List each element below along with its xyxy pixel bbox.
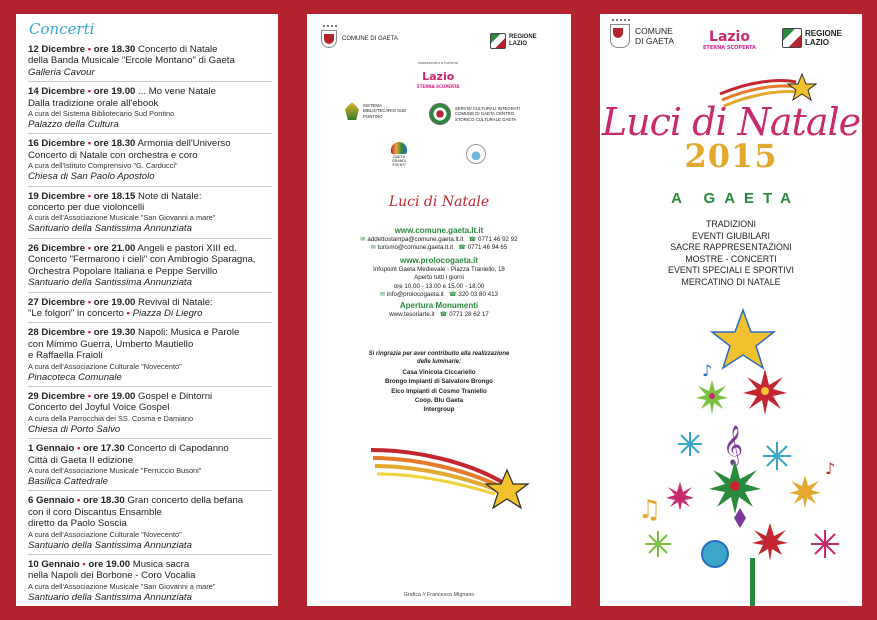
event-organizer: A cura dell'Associazione Culturale "Novecento" bbox=[28, 361, 182, 371]
phone-4: 0771 28 62 17 bbox=[449, 311, 489, 319]
event-organizer: A cura dell'Associazione Musicale "Ferruccio Busoni" bbox=[28, 465, 202, 475]
info-panel bbox=[307, 14, 571, 606]
contact-line-2 bbox=[307, 244, 571, 252]
event-description: Concerto "Fermarono i cieli" con Ambrogio Sparagna, bbox=[28, 254, 256, 266]
event-description: nella Napoli dei Borbone - Coro Vocalia bbox=[28, 570, 196, 582]
music-note-icon: ♪ bbox=[825, 459, 836, 478]
feature-item: EVENTI SPECIALI E SPORTIVI bbox=[668, 265, 794, 276]
email-info[interactable]: info@prolocogaeta.it bbox=[386, 291, 444, 299]
event-item bbox=[28, 243, 276, 293]
comet-star-icon bbox=[367, 444, 537, 514]
event-headline bbox=[28, 391, 276, 402]
lazio-top-label: assessorato a turismo bbox=[418, 61, 459, 65]
envelope-icon: ✉ bbox=[380, 291, 386, 299]
bullet-separator: • bbox=[74, 495, 84, 507]
bullet-separator: • bbox=[85, 390, 94, 402]
burst-star-icon bbox=[696, 380, 728, 414]
event-title: Armonia dell'Universo bbox=[137, 138, 231, 150]
event-venue: Santuario della Santissima Annunziata bbox=[28, 591, 192, 603]
event-venue: Galleria Cavour bbox=[28, 66, 95, 78]
bullet-separator: • bbox=[123, 307, 133, 319]
main-title: Luci di Natale bbox=[601, 100, 861, 144]
seal-emblem-icon bbox=[429, 103, 451, 125]
bullet-separator: • bbox=[85, 44, 94, 55]
event-description: con il coro Discantus Ensamble bbox=[28, 506, 162, 518]
phone-icon: ☎ bbox=[468, 236, 477, 243]
events-list bbox=[28, 44, 276, 606]
apertura-monumenti-heading: Apertura Monumenti bbox=[399, 301, 479, 311]
event-description: Dalla tradizione orale all'ebook bbox=[28, 97, 159, 109]
event-description: e Raffaella Fraioli bbox=[28, 350, 103, 362]
tree-trunk bbox=[750, 558, 755, 606]
thanks-intro-2: delle luminarie: bbox=[416, 358, 461, 365]
grandi-eventi-emblem-icon bbox=[391, 142, 407, 154]
infopoint-address: Infopoint Gaeta Medievale - Piazza Traniello, 18 bbox=[373, 265, 505, 273]
event-date: 26 Dicembre bbox=[28, 242, 86, 254]
sponsor-item: Intergroup bbox=[423, 406, 455, 413]
event-time: ore 18.30 bbox=[93, 44, 136, 55]
event-venue: Piazza Di Liegro bbox=[132, 307, 203, 319]
event-venue: Chiesa di Porto Salvo bbox=[28, 423, 121, 435]
event-title: Note di Natale: bbox=[138, 190, 202, 202]
event-title: Musica sacra bbox=[132, 559, 190, 570]
snowflake-icon bbox=[645, 531, 671, 557]
regione-logo bbox=[490, 33, 537, 49]
event-organizer: A cura della Parrocchia dei SS. Cosma e Damiano bbox=[28, 413, 194, 423]
event-title: Revival di Natale: bbox=[138, 296, 213, 308]
lazio-wordmark: Lazio bbox=[709, 29, 750, 45]
bullet-separator: • bbox=[85, 138, 94, 150]
bullet-separator: • bbox=[85, 296, 94, 308]
cover-panel bbox=[600, 14, 862, 606]
phone-3: 320 03 80 413 bbox=[458, 291, 498, 299]
website-comune-link[interactable]: www.comune.gaeta.lt.it bbox=[394, 226, 484, 235]
burst-star-icon bbox=[789, 475, 821, 509]
event-date: 28 Dicembre bbox=[28, 327, 86, 339]
regione-line2: LAZIO bbox=[509, 41, 527, 47]
email-addettostampa[interactable]: addettostampa@comune.gaeta.lt.it bbox=[367, 236, 464, 243]
luci-di-natale-small-title: Luci di Natale bbox=[388, 194, 490, 210]
event-venue: Chiesa di San Paolo Apostolo bbox=[28, 171, 155, 183]
phone-icon: ☎ bbox=[439, 311, 448, 319]
event-headline bbox=[28, 327, 276, 338]
bullet-separator: • bbox=[85, 327, 94, 339]
website-tesoriarte-link[interactable]: www.tesoriarte.it bbox=[389, 311, 435, 319]
event-title: ... Mo vene Natale bbox=[138, 86, 216, 98]
regione-line1: REGIONE bbox=[509, 34, 537, 40]
event-organizer: A cura dell'Associazione Musicale "San Giovanni a mare" bbox=[28, 581, 216, 591]
concerti-title: Concerti bbox=[29, 20, 95, 38]
event-item bbox=[28, 191, 276, 239]
event-headline bbox=[28, 138, 276, 149]
event-organizer: A cura del Sistema Bibliotecario Sud Pontino bbox=[28, 109, 175, 119]
bullet-separator: • bbox=[85, 86, 94, 98]
website-proloco-link[interactable]: www.prolocogaeta.it bbox=[400, 255, 478, 265]
event-title: Napoli: Musica e Parole bbox=[138, 327, 240, 339]
coat-of-arms-icon bbox=[321, 30, 337, 48]
event-title: Gran concerto della befana bbox=[127, 495, 244, 507]
music-note-icon: ♪ bbox=[702, 361, 713, 380]
feature-item: EVENTI GIUBILARI bbox=[692, 230, 770, 242]
comune-line1: COMUNE bbox=[635, 26, 673, 36]
event-date: 27 Dicembre bbox=[28, 296, 86, 308]
event-time: ore 21.00 bbox=[93, 242, 136, 254]
event-headline bbox=[28, 443, 276, 454]
sbsp-logo bbox=[345, 102, 413, 120]
phone-icon: ☎ bbox=[448, 291, 457, 299]
event-date: 29 Dicembre bbox=[28, 390, 86, 402]
event-title: Angeli e pastori XIII ed. bbox=[137, 242, 237, 254]
event-item bbox=[28, 327, 276, 387]
coat-of-arms-icon bbox=[610, 24, 630, 48]
event-date: 1 Gennaio bbox=[28, 443, 75, 455]
lazio-sub: ETERNA SCOPERTA bbox=[703, 45, 757, 51]
subtitle: A GAETA bbox=[671, 190, 800, 207]
event-date: 19 Dicembre bbox=[28, 190, 86, 202]
event-headline bbox=[28, 297, 276, 308]
event-time: ore 18.30 bbox=[83, 495, 125, 507]
event-date: 14 Dicembre bbox=[28, 86, 86, 98]
event-item bbox=[28, 495, 276, 555]
event-description-text: "Le folgori" in concerto bbox=[28, 307, 124, 319]
event-description bbox=[28, 308, 276, 319]
lazio-logo bbox=[417, 61, 459, 89]
year: 2015 bbox=[684, 137, 778, 175]
feature-item: TRADIZIONI bbox=[705, 219, 757, 230]
event-title: Concerto di Capodanno bbox=[127, 443, 229, 455]
event-headline bbox=[28, 86, 276, 97]
event-description: della Banda Musicale "Ercole Montano" di Gaeta bbox=[28, 55, 235, 67]
regione-emblem-icon bbox=[782, 28, 802, 48]
comune-line2: DI GAETA bbox=[635, 36, 675, 46]
event-item bbox=[28, 297, 276, 324]
contact-info bbox=[307, 225, 571, 320]
library-emblem-icon bbox=[345, 102, 359, 120]
comune-logo bbox=[321, 30, 398, 48]
feature-item: MERCATINO DI NATALE bbox=[681, 276, 781, 288]
event-date: 12 Dicembre bbox=[28, 44, 86, 55]
event-item bbox=[28, 391, 276, 439]
event-description: con Mimmo Guerra, Umberto Mautiello bbox=[28, 338, 194, 350]
bullet-separator: • bbox=[79, 559, 89, 570]
regione-line2: LAZIO bbox=[805, 38, 829, 47]
gge-logo bbox=[388, 142, 410, 168]
christmas-tree-icon bbox=[620, 296, 852, 606]
event-time: ore 18.30 bbox=[93, 138, 136, 150]
feature-item: SACRE RAPPRESENTAZIONI bbox=[670, 242, 792, 253]
infopoint-open: Aperto tutti i giorni bbox=[414, 274, 464, 282]
treble-clef-icon: 𝄞 bbox=[723, 425, 744, 465]
star-icon bbox=[712, 310, 774, 368]
sponsor-item: Brongo Impianti di Salvatore Brongo bbox=[385, 378, 493, 386]
ornament-icon bbox=[702, 541, 728, 567]
sbsp-text: SISTEMA BIBLIOTECARIO SUD PONTINO bbox=[363, 103, 407, 119]
event-headline bbox=[28, 495, 276, 506]
sponsor-item: Elco Impianti di Cosmo Traniello bbox=[391, 387, 487, 395]
contact-line-4 bbox=[307, 311, 571, 319]
bullet-separator: • bbox=[85, 190, 94, 202]
feature-item: MOSTRE - CONCERTI bbox=[685, 253, 777, 265]
sci-logo bbox=[429, 103, 530, 125]
envelope-icon: ✉ bbox=[370, 244, 376, 252]
infopoint-hours: ore 10.00 - 13.00 e 15.00 - 18.00 bbox=[393, 282, 485, 290]
thanks-section bbox=[307, 351, 571, 414]
thanks-intro-1: Si ringrazia per aver contribuito alla realizzazione bbox=[368, 351, 510, 357]
event-venue: Basilica Cattedrale bbox=[28, 475, 108, 487]
bullet-separator: • bbox=[74, 443, 84, 455]
burst-star-icon bbox=[743, 369, 787, 415]
event-item bbox=[28, 443, 276, 491]
event-organizer: A cura dell'Associazione Culturale "Novecento" bbox=[28, 529, 182, 539]
burst-star-icon bbox=[752, 523, 788, 561]
envelope-icon: ✉ bbox=[360, 236, 366, 243]
event-headline bbox=[28, 243, 276, 254]
comune-label: COMUNE DI GAETA bbox=[342, 36, 398, 42]
event-organizer: A cura dell'Istituto Comprensivo "G. Carducci" bbox=[28, 161, 178, 171]
comune-logo-big bbox=[610, 24, 674, 48]
contact-line-3 bbox=[307, 291, 571, 299]
lazio-sub: ETERNA SCOPERTA bbox=[417, 84, 460, 89]
event-item bbox=[28, 559, 276, 606]
event-item bbox=[28, 44, 276, 82]
sponsor-item: Casa Vinicola Ciccariello bbox=[402, 369, 476, 377]
event-venue: Santuario della Santissima Annunziata bbox=[28, 277, 192, 289]
event-headline bbox=[28, 559, 276, 570]
event-organizer: A cura dell'Associazione Musicale "San Giovanni a mare" bbox=[28, 213, 216, 223]
credits: Grafica // Francesco Mignano bbox=[403, 592, 475, 598]
snowflake-icon bbox=[678, 432, 702, 456]
event-time: ore 19.00 bbox=[93, 86, 136, 98]
snowflake-icon bbox=[763, 442, 791, 470]
features-list bbox=[600, 219, 862, 288]
event-venue: Santuario della Santissima Annunziata bbox=[28, 223, 192, 235]
diamond-ornament-icon bbox=[734, 508, 746, 528]
lazio-wordmark: Lazio bbox=[422, 70, 455, 83]
event-headline bbox=[28, 191, 276, 202]
phone-1: 0771 46 92 92 bbox=[478, 236, 518, 243]
event-time: ore 19.00 bbox=[88, 559, 131, 570]
lazio-logo-big bbox=[703, 26, 756, 51]
proloco-emblem-icon bbox=[466, 144, 486, 164]
event-venue: Santuario della Santissima Annunziata bbox=[28, 539, 192, 551]
gge-text: GAETA GRANDI EVENTI bbox=[392, 155, 406, 168]
event-description: Concerto di Natale con orchestra e coro bbox=[28, 149, 198, 161]
event-headline bbox=[28, 44, 276, 55]
event-venue: Pinacoteca Comunale bbox=[28, 371, 122, 383]
event-description: diretto da Paolo Soscia bbox=[28, 518, 127, 530]
event-time: ore 17.30 bbox=[83, 443, 125, 455]
event-title: Gospel e Dintorni bbox=[138, 390, 213, 402]
bullet-separator: • bbox=[85, 242, 94, 254]
event-time: ore 19.00 bbox=[93, 296, 136, 308]
event-item bbox=[28, 86, 276, 134]
event-date: 16 Dicembre bbox=[28, 138, 86, 150]
regione-logo-big bbox=[782, 28, 842, 48]
event-date: 6 Gennaio bbox=[28, 495, 75, 507]
event-description: Città di Gaeta II edizione bbox=[28, 454, 134, 466]
burst-star-icon bbox=[666, 482, 694, 511]
event-time: ore 19.30 bbox=[93, 327, 136, 339]
regione-line1: REGIONE bbox=[805, 29, 842, 38]
burst-star-icon bbox=[709, 460, 761, 514]
phone-2: 0771 46 94 65 bbox=[467, 244, 508, 252]
music-note-icon: ♫ bbox=[638, 495, 662, 525]
regione-emblem-icon bbox=[490, 33, 506, 49]
sci-text: SERVIZI CULTURALI INTEGRATI COMUNE DI GAETA CENTRO STORICO CULTURALE GAETA bbox=[455, 106, 521, 122]
event-description: Orchestra Popolare Italiana e Peppe Servillo bbox=[28, 265, 218, 277]
concerti-panel bbox=[16, 14, 278, 606]
email-turismo[interactable]: turismo@comune.gaeta.lt.it bbox=[377, 244, 454, 252]
event-venue: Palazzo della Cultura bbox=[28, 119, 119, 131]
contact-line-1 bbox=[307, 236, 571, 244]
event-description: Concerto del Joyful Voice Gospel bbox=[28, 402, 170, 414]
event-date: 10 Gennaio bbox=[28, 559, 80, 570]
event-time: ore 19.00 bbox=[93, 390, 136, 402]
snowflake-icon bbox=[811, 530, 839, 558]
event-title: Concerto di Natale bbox=[138, 44, 218, 55]
event-time: ore 18.15 bbox=[93, 190, 136, 202]
event-description: concerto per due violoncelli bbox=[28, 202, 145, 214]
event-item bbox=[28, 138, 276, 186]
sponsor-item: Coop. Blu Gaeta bbox=[414, 396, 464, 404]
phone-icon: ☎ bbox=[458, 244, 466, 252]
